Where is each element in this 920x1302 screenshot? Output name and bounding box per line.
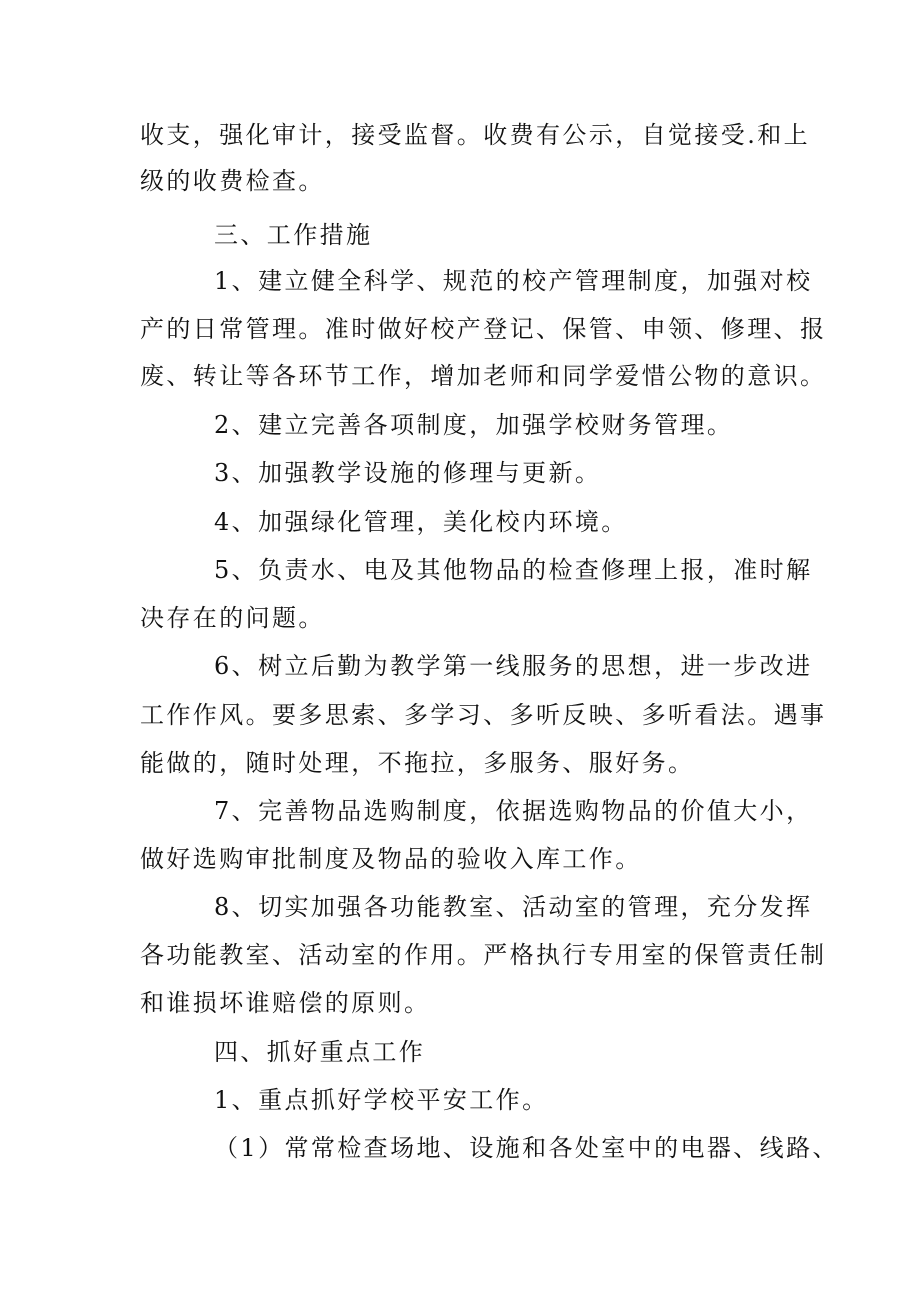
paragraph-line: （1）常常检查场地、设施和各处室中的电器、线路、 [214,1134,839,1162]
paragraph-line: 4、加强绿化管理，美化校内环境。 [214,508,628,536]
paragraph-line: 级的收费检查。 [140,167,325,195]
paragraph-line: 产的日常管理。准时做好校产登记、保管、申领、修理、报 [140,315,827,343]
paragraph-line: 6、树立后勤为教学第一线服务的思想，进一步改进 [214,652,813,680]
section-heading: 四、抓好重点工作 [214,1038,426,1066]
paragraph-line: 废、转让等各环节工作，增加老师和同学爱惜公物的意识。 [140,362,827,390]
paragraph-line: 和谁损坏谁赔偿的原则。 [140,989,431,1017]
paragraph-line: 1、重点抓好学校平安工作。 [214,1086,549,1114]
paragraph-line: 7、完善物品选购制度，依据选购物品的价值大小， [214,797,813,825]
paragraph-line: 各功能教室、活动室的作用。严格执行专用室的保管责任制 [140,941,827,969]
section-heading: 三、工作措施 [214,221,373,249]
paragraph-line: 5、负责水、电及其他物品的检查修理上报，准时解 [214,556,813,584]
paragraph-line: 做好选购审批制度及物品的验收入库工作。 [140,845,642,873]
paragraph-line: 决存在的问题。 [140,604,325,632]
paragraph-line: 工作作风。要多思索、多学习、多听反映、多听看法。遇事 [140,701,827,729]
paragraph-line: 8、切实加强各功能教室、活动室的管理，充分发挥 [214,893,813,921]
paragraph-line: 能做的，随时处理，不拖拉，多服务、服好务。 [140,749,695,777]
paragraph-line: 3、加强教学设施的修理与更新。 [214,459,602,487]
paragraph-line: 2、建立完善各项制度，加强学校财务管理。 [214,411,734,439]
paragraph-line: 1、建立健全科学、规范的校产管理制度，加强对校 [214,267,813,295]
paragraph-line: 收支，强化审计，接受监督。收费有公示，自觉接受.和上 [140,121,811,149]
